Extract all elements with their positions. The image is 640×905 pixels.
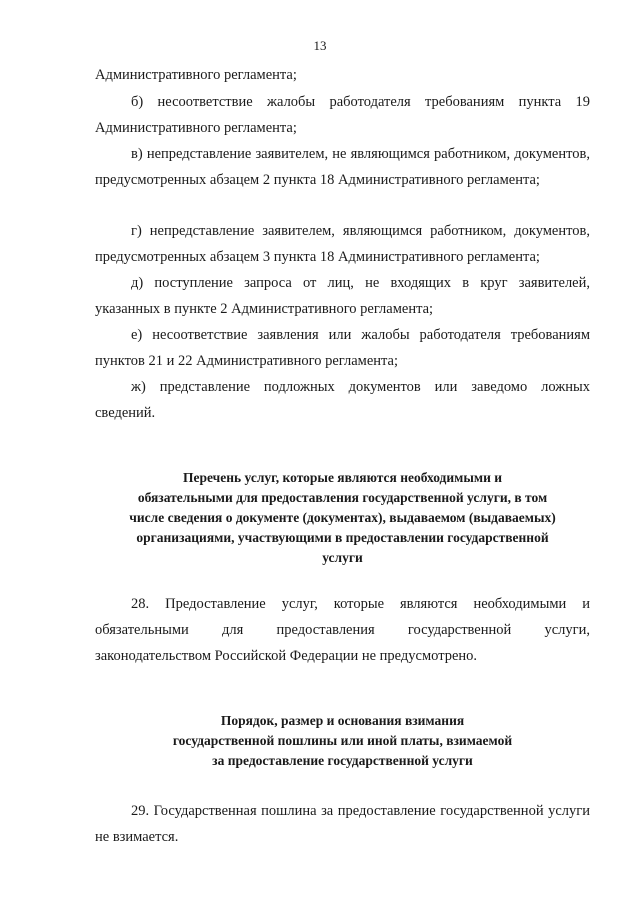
paragraph-item-b: б) несоответствие жалобы работодателя требованиям пункта 19 Административного регламента; xyxy=(95,94,590,136)
paragraph-item-e: е) несоответствие заявления или жалобы работодателя требованиям пунктов 21 и 22 Административного регламента; xyxy=(95,327,590,369)
heading-line: организациями, участвующими в предоставлении государственной xyxy=(136,530,549,545)
section-heading-services xyxy=(95,468,590,568)
paragraph-item-zh: ж) представление подложных документов или заведомо ложных сведений. xyxy=(95,379,590,421)
paragraph-item-d: д) поступление запроса от лиц, не входящих в круг заявителей, указанных в пункте 2 Административного регламента; xyxy=(95,275,590,317)
paragraph-item-v: в) непредставление заявителем, не являющимся работником, документов, предусмотренных абзацем 2 пункта 18 Административного регламента; xyxy=(95,146,590,188)
paragraph-continuation: Административного регламента; xyxy=(95,67,297,83)
heading-line: Порядок, размер и основания взимания xyxy=(220,713,465,728)
section-heading-fee xyxy=(95,711,590,771)
heading-line: за предоставление государственной услуги xyxy=(212,753,473,768)
clause-29: 29. Государственная пошлина за предоставление государственной услуги не взимается. xyxy=(95,803,590,845)
heading-line: обязательными для предоставления государственной услуги, в том xyxy=(137,490,548,505)
clause-28: 28. Предоставление услуг, которые являются необходимыми и обязательными для предоставления государственной услуги, законодательством Российской Федерации не предусмотрено. xyxy=(95,596,590,664)
paragraph-item-g: г) непредставление заявителем, являющимся работником, документов, предусмотренных абзацем 3 пункта 18 Административного регламента; xyxy=(95,223,590,265)
heading-line: числе сведения о документе (документах), выдаваемом (выдаваемых) xyxy=(129,510,556,525)
page-number: 13 xyxy=(313,38,327,53)
heading-line: государственной пошлины или иной платы, взимаемой xyxy=(172,733,513,748)
heading-line: услуги xyxy=(322,550,363,565)
heading-line: Перечень услуг, которые являются необходимыми и xyxy=(182,470,503,485)
